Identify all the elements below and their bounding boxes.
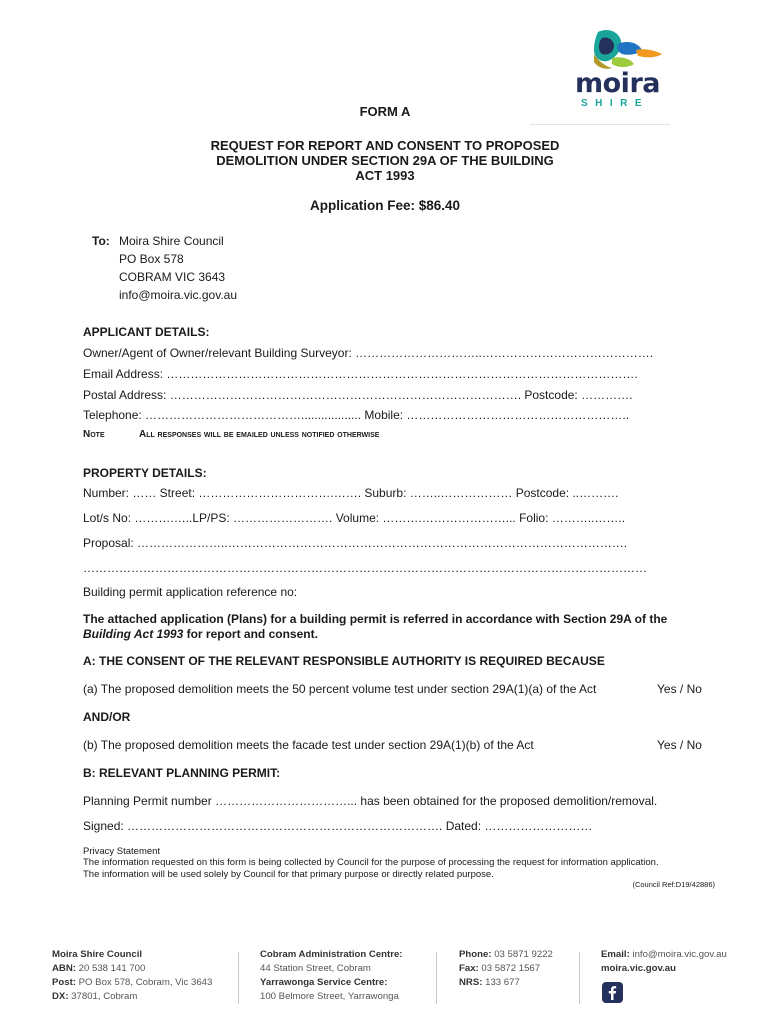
- form-title-line-3: ACT 1993: [355, 168, 415, 183]
- note-text: All responses will be emailed unless notified otherwise: [139, 429, 380, 440]
- footer-abn: 20 538 141 700: [78, 963, 146, 974]
- facebook-icon[interactable]: [602, 982, 623, 1003]
- form-title-line-2: DEMOLITION UNDER SECTION 29A OF THE BUILDING: [216, 153, 554, 168]
- footer-yarrawonga-address: 100 Belmore Street, Yarrawonga: [260, 991, 399, 1002]
- footer-website[interactable]: moira.vic.gov.au: [601, 963, 676, 974]
- footer-email-label: Email:: [601, 949, 630, 960]
- footer-phone: 03 5871 9222: [494, 949, 553, 960]
- section-a-item-b: (b) The proposed demolition meets the facade test under section 29A(1)(b) of the Act: [83, 738, 534, 752]
- footer-cobram-title: Cobram Administration Centre:: [260, 949, 403, 960]
- privacy-heading: Privacy Statement: [83, 846, 161, 857]
- footer-post: PO Box 578, Cobram, Vic 3643: [78, 977, 213, 988]
- footer-council-info: [52, 948, 212, 1004]
- footer-council-name: Moira Shire Council: [52, 949, 143, 960]
- and-or-label: AND/OR: [83, 710, 131, 724]
- application-fee: Application Fee: $86.40: [309, 198, 461, 213]
- planning-permit-field[interactable]: Planning Permit number ……………………………... has been obtained for the proposed demolition/removal.: [83, 794, 658, 808]
- privacy-line-1: The information requested on this form is being collected by Council for the purpose of processing the request for information application.: [83, 857, 659, 868]
- footer-abn-label: ABN:: [52, 963, 76, 974]
- email-field[interactable]: Email Address: ……………………………………………………………………………………………………….: [83, 367, 638, 381]
- proposal-field-continued[interactable]: ……………………………………………………………………………………………………………………………: [83, 561, 647, 575]
- to-line-4: info@moira.vic.gov.au: [119, 288, 238, 302]
- bp-reference-label: Building permit application reference no:: [83, 585, 298, 599]
- section-a-item-a: (a) The proposed demolition meets the 50 percent volume test under section 29A(1)(a) of the Act: [83, 682, 597, 696]
- council-ref: (Council Ref:D19/42886): [632, 880, 715, 889]
- item-a-yes-no[interactable]: Yes / No: [657, 682, 702, 696]
- signed-dated-field[interactable]: Signed: ……………………………………………………………………. Dated: ………………………: [83, 819, 593, 833]
- attached-statement-line-1: The attached application (Plans) for a building permit is referred in accordance with Section 29A of the: [83, 612, 668, 626]
- attached-statement-rest: for report and consent.: [183, 627, 318, 641]
- item-b-yes-no[interactable]: Yes / No: [657, 738, 702, 752]
- header-divider: [530, 124, 670, 125]
- footer-phone-label: Phone:: [459, 949, 492, 960]
- form-title-line-1: REQUEST FOR REPORT AND CONSENT TO PROPOSED: [210, 138, 560, 153]
- to-line-1: Moira Shire Council: [119, 234, 224, 248]
- applicant-heading: APPLICANT DETAILS:: [83, 325, 210, 339]
- footer-contact-info: [601, 948, 727, 976]
- to-line-2: PO Box 578: [119, 252, 184, 266]
- footer-cobram-address: 44 Station Street, Cobram: [260, 963, 371, 974]
- footer-fax-label: Fax:: [459, 963, 479, 974]
- address-field[interactable]: Number: …… Street: …………………………….……. Suburb: ……..……………… Postcode: ..……….: [83, 486, 619, 500]
- logo-subtext: SHIRE: [581, 98, 650, 109]
- act-name: Building Act 1993: [83, 627, 184, 641]
- telephone-field[interactable]: Telephone: ………………………………….................. Mobile: ………………………………………………..: [83, 408, 630, 422]
- footer-dx-label: DX:: [52, 991, 69, 1002]
- footer-phone-info: [459, 948, 553, 990]
- to-label: To:: [92, 234, 110, 248]
- footer-nrs-label: NRS:: [459, 977, 483, 988]
- moira-shire-logo: [572, 24, 676, 116]
- footer-nrs: 133 677: [485, 977, 520, 988]
- footer-yarrawonga-title: Yarrawonga Service Centre:: [260, 977, 388, 988]
- attached-statement-line-2: [83, 627, 318, 642]
- form-label: FORM A: [359, 104, 411, 119]
- lot-field[interactable]: Lot/s No: ……….…..LP/PS: ……………………. Volume: ……….…………………... Folio: ………..……..: [83, 511, 626, 525]
- footer-divider-1: [238, 952, 239, 1004]
- note-label: Note: [83, 429, 105, 440]
- property-heading: PROPERTY DETAILS:: [83, 466, 207, 480]
- section-b-heading: B: RELEVANT PLANNING PERMIT:: [83, 766, 281, 780]
- footer-locations: [260, 948, 403, 1004]
- privacy-line-2: The information will be used solely by Council for that primary purpose or directly related purpose.: [83, 869, 494, 880]
- to-line-3: COBRAM VIC 3643: [119, 270, 226, 284]
- logo-wordmark: moira: [575, 68, 660, 99]
- owner-field[interactable]: Owner/Agent of Owner/relevant Building Surveyor: …………………………..…………………………………….: [83, 346, 654, 360]
- footer-divider-3: [579, 952, 580, 1004]
- footer-divider-2: [436, 952, 437, 1004]
- proposal-field[interactable]: Proposal: …………………..……………………………………………………………………………………….: [83, 536, 628, 550]
- footer-post-label: Post:: [52, 977, 76, 988]
- postal-field[interactable]: Postal Address: ……………………………………………………………………………. Postcode: ………….: [83, 388, 633, 402]
- footer-dx: 37801, Cobram: [71, 991, 138, 1002]
- footer-email[interactable]: info@moira.vic.gov.au: [632, 949, 727, 960]
- section-a-heading: A: THE CONSENT OF THE RELEVANT RESPONSIBLE AUTHORITY IS REQUIRED BECAUSE: [83, 654, 605, 668]
- footer-fax: 03 5872 1567: [481, 963, 541, 974]
